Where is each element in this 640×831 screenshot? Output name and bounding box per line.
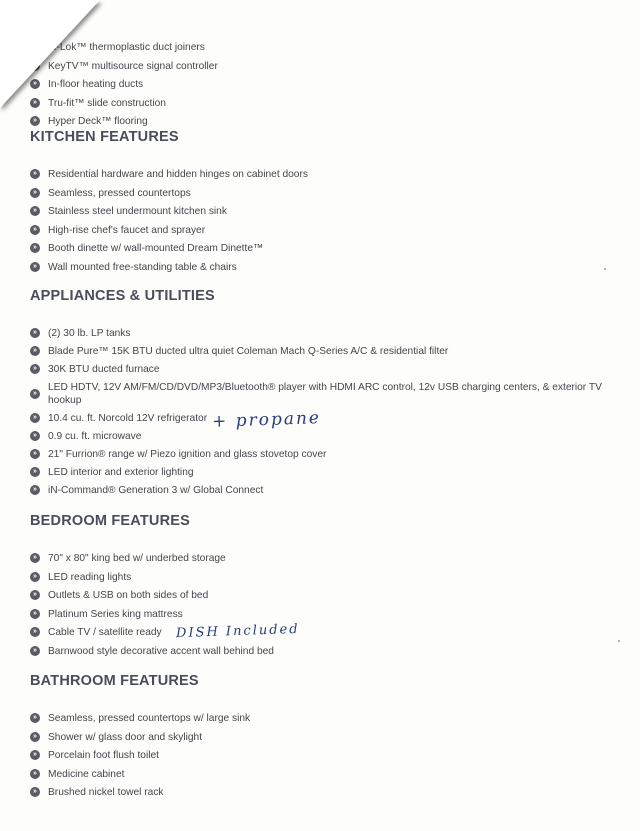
bullet-icon: [30, 485, 40, 495]
bullet-icon: [30, 590, 40, 600]
bullet-icon: [30, 413, 40, 423]
list-item: » Barnwood style decorative accent wall behind bed: [30, 645, 620, 658]
bullet-icon: [30, 787, 40, 797]
bullet-icon: [30, 609, 40, 619]
list-item: » Cable TV / satellite ready: [30, 626, 620, 639]
bullet-icon: [30, 467, 40, 477]
bullet-icon: [30, 262, 40, 272]
list-item: » Blade Pure™ 15K BTU ducted ultra quiet Coleman Mach Q-Series A/C & residential filter: [30, 345, 620, 358]
list-item: » LED interior and exterior lighting: [30, 466, 620, 479]
bullet-icon: [30, 188, 40, 198]
list-item: » uf-Lok™ thermoplastic duct joiners: [30, 41, 620, 54]
bullet-icon: [30, 206, 40, 216]
list-item: » Hyper Deck™ flooring: [30, 115, 620, 128]
bullet-icon: [30, 116, 40, 126]
bullet-icon: [30, 553, 40, 563]
bullet-icon: [30, 364, 40, 374]
list-item: » Wall mounted free-standing table & chairs: [30, 261, 620, 274]
bedroom-section: [30, 513, 620, 658]
folded-page-corner: [0, 0, 100, 108]
list-item: » (2) 30 lb. LP tanks: [30, 327, 620, 340]
bullet-icon: [30, 769, 40, 779]
list-item: » Residential hardware and hidden hinges on cabinet doors: [30, 168, 620, 181]
list-item: » In-floor heating ducts: [30, 78, 620, 91]
list-item: » Tru-fit™ slide construction: [30, 97, 620, 110]
scan-speck: [604, 268, 606, 270]
scan-speck: [618, 640, 620, 642]
list-item: » LED reading lights: [30, 571, 620, 584]
bullet-icon: [30, 225, 40, 235]
list-item: » Platinum Series king mattress: [30, 608, 620, 621]
kitchen-heading: KITCHEN FEATURES: [30, 129, 179, 145]
bullet-icon: [30, 449, 40, 459]
list-item: » LED HDTV, 12V AM/FM/CD/DVD/MP3/Bluetooth® player with HDMI ARC control, 12v USB charging centers, & exterior TV hookup: [30, 381, 620, 407]
handwritten-propane-note: + propane: [211, 408, 322, 432]
list-item: » Booth dinette w/ wall-mounted Dream Dinette™: [30, 242, 620, 255]
list-item: » 30K BTU ducted furnace: [30, 363, 620, 376]
top-feature-list: [30, 41, 620, 128]
bullet-icon: [30, 169, 40, 179]
list-item: » Brushed nickel towel rack: [30, 786, 620, 799]
bullet-icon: [30, 346, 40, 356]
list-item: » 10.4 cu. ft. Norcold 12V refrigerator: [30, 412, 620, 425]
appliances-heading: APPLIANCES & UTILITIES: [30, 288, 215, 304]
bullet-icon: [30, 750, 40, 760]
bathroom-heading: BATHROOM FEATURES: [30, 673, 199, 689]
bullet-icon: [30, 243, 40, 253]
bullet-icon: [30, 713, 40, 723]
list-item: » Outlets & USB on both sides of bed: [30, 589, 620, 602]
bullet-icon: [30, 431, 40, 441]
list-item: » High-rise chef's faucet and sprayer: [30, 224, 620, 237]
bathroom-section: [30, 673, 620, 799]
bullet-icon: [30, 732, 40, 742]
list-item: » Seamless, pressed countertops w/ large sink: [30, 712, 620, 725]
handwritten-dish-note: DISH Included: [175, 621, 300, 642]
list-item: » 70" x 80" king bed w/ underbed storage: [30, 552, 620, 565]
bullet-icon: [30, 646, 40, 656]
list-item: » Stainless steel undermount kitchen sink: [30, 205, 620, 218]
bullet-icon: [30, 389, 40, 399]
list-item: » KeyTV™ multisource signal controller: [30, 60, 620, 73]
list-item: » Seamless, pressed countertops: [30, 187, 620, 200]
list-item: » Medicine cabinet: [30, 768, 620, 781]
appliances-section: [30, 288, 620, 497]
list-item: » Shower w/ glass door and skylight: [30, 731, 620, 744]
bullet-icon: [30, 328, 40, 338]
list-item: » iN-Command® Generation 3 w/ Global Connect: [30, 484, 620, 497]
bullet-icon: [30, 627, 40, 637]
list-item: » 21" Furrion® range w/ Piezo ignition and glass stovetop cover: [30, 448, 620, 461]
bullet-icon: [30, 572, 40, 582]
list-item: » Porcelain foot flush toilet: [30, 749, 620, 762]
list-item: » 0.9 cu. ft. microwave: [30, 430, 620, 443]
kitchen-section: [30, 129, 620, 274]
bedroom-heading: BEDROOM FEATURES: [30, 513, 191, 529]
